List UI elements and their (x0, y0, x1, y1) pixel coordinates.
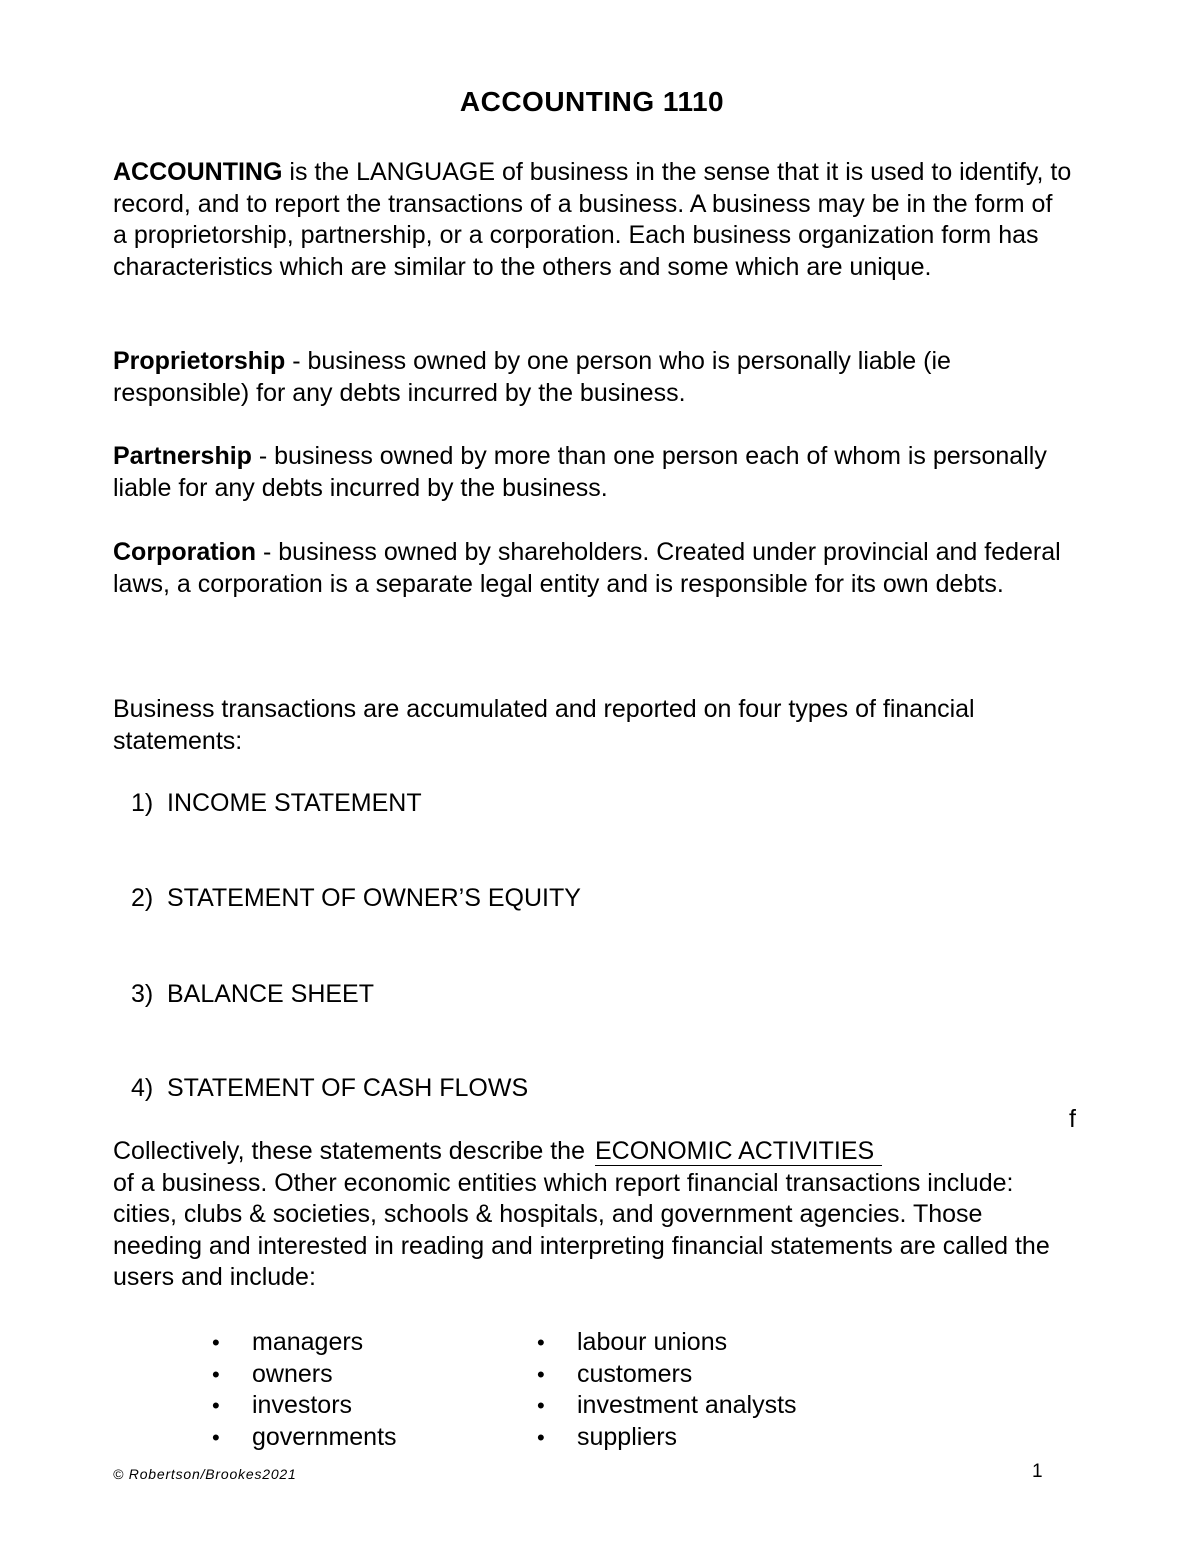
list-item-label: suppliers (577, 1422, 678, 1451)
statement-label: STATEMENT OF CASH FLOWS (167, 1074, 529, 1102)
definition-text: - business owned by one person who is personally liable (ie responsible) for any debts incurred by the business. (113, 347, 951, 407)
statement-number: 3) (131, 980, 154, 1008)
intro-paragraph (113, 157, 1073, 283)
statement-label: INCOME STATEMENT (167, 789, 422, 817)
users-list-right (537, 1327, 797, 1453)
bullet-icon: • (212, 1424, 220, 1450)
bullet-icon: • (212, 1361, 220, 1387)
bullet-icon: • (212, 1393, 220, 1418)
accounting-term: ACCOUNTING (113, 158, 283, 186)
bullet-icon: • (537, 1393, 545, 1418)
definition-proprietorship (113, 346, 1073, 409)
fill-in-blank-answer: ECONOMIC ACTIVITIES (595, 1138, 882, 1166)
statement-number: 2) (131, 884, 154, 912)
statements-intro: Business transactions are accumulated and reported on four types of financial statements: (113, 695, 975, 755)
bullet-icon: • (537, 1424, 545, 1450)
footer-copyright: © Robertson/Brookes2021 (113, 1466, 297, 1482)
list-item (537, 1390, 797, 1422)
statement-label: BALANCE SHEET (167, 980, 375, 1008)
bullet-icon: • (212, 1330, 220, 1355)
statement-item (131, 883, 581, 914)
definition-term: Partnership (113, 442, 252, 470)
list-item (537, 1422, 797, 1454)
list-item (537, 1359, 797, 1391)
list-item-label: investment analysts (577, 1391, 797, 1419)
definition-term: Corporation (113, 538, 257, 566)
list-item (212, 1390, 397, 1422)
stray-mark: f (1069, 1105, 1076, 1133)
definition-term: Proprietorship (113, 347, 286, 375)
list-item-label: governments (252, 1422, 397, 1451)
definition-text: - business owned by shareholders. Created under provincial and federal laws, a corporation is a separate legal entity and is responsible for its own debts. (113, 538, 1061, 598)
list-item-label: customers (577, 1359, 693, 1388)
list-item (212, 1422, 397, 1454)
intro-text: is the LANGUAGE of business in the sense that it is used to identify, to record, and to report the transactions of a business. A business may be in the form of a proprietorship, partnership, or a corporation. Each business organization form has characteristics which are similar to the others and some which are unique. (113, 158, 1072, 281)
list-item-label: managers (252, 1328, 364, 1356)
definition-corporation (113, 537, 1073, 600)
list-item-label: labour unions (577, 1328, 728, 1356)
statement-item (131, 979, 374, 1010)
statement-label: STATEMENT OF OWNER’S EQUITY (167, 884, 581, 912)
statement-number: 1) (131, 789, 154, 817)
statement-number: 4) (131, 1074, 154, 1102)
bullet-icon: • (537, 1361, 545, 1387)
collectively-paragraph (113, 1136, 1073, 1294)
statement-item (131, 1073, 528, 1104)
page-number: 1 (1032, 1461, 1043, 1482)
list-item (537, 1327, 797, 1359)
users-list-left (212, 1327, 397, 1453)
list-item-label: investors (252, 1391, 353, 1419)
statement-item (131, 788, 422, 819)
page-title: ACCOUNTING 1110 (459, 86, 725, 117)
collectively-lead: Collectively, these statements describe the (113, 1137, 585, 1165)
collectively-rest: of a business. Other economic entities which report financial transactions include: cities, clubs & societies, schools & hospitals, and government agencies. Those needing and interested in reading and interpreting financial statements are called the users and include: (113, 1168, 1050, 1291)
list-item (212, 1327, 397, 1359)
list-item (212, 1359, 397, 1391)
definition-text: - business owned by more than one person each of whom is personally liable for any debts incurred by the business. (113, 442, 1047, 502)
definition-partnership (113, 441, 1073, 504)
list-item-label: owners (252, 1359, 333, 1388)
bullet-icon: • (537, 1330, 545, 1355)
